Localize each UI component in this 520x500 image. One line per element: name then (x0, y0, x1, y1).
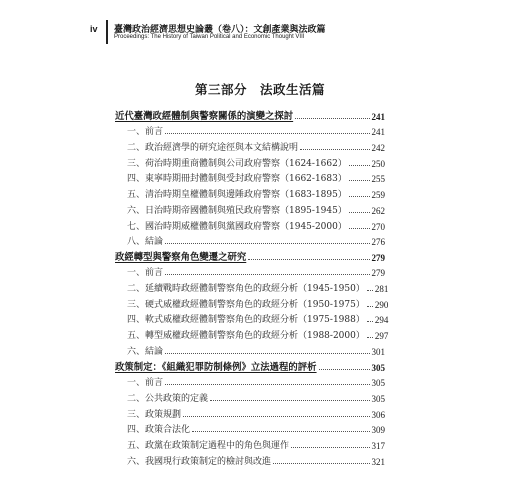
dot-leader (210, 400, 369, 401)
dot-leader (165, 133, 369, 134)
toc-entry[interactable]: 三、政策規劃 306 (127, 409, 385, 420)
toc-chapter-entry[interactable]: 近代臺灣政經體制與警察關係的演變之探討 241 (115, 110, 385, 122)
running-header (90, 20, 450, 46)
toc-entry[interactable]: 五、清治時期皇權體制與邊陲政府警察（1683-1895） 259 (127, 190, 385, 201)
toc-entry[interactable]: 四、政策合法化 309 (127, 425, 385, 436)
dot-leader (291, 447, 369, 448)
toc-entry[interactable]: 二、公共政策的定義 305 (127, 394, 385, 405)
toc-entry[interactable]: 五、政黨在政策制定過程中的角色與運作 317 (127, 441, 385, 452)
toc-entry[interactable]: 四、東寧時期冊封體制與受封政府警察（1662-1683） 255 (127, 174, 385, 185)
toc-chapter-entry[interactable]: 政經轉型與警察角色變遷之研究 279 (115, 251, 385, 263)
dot-leader (367, 337, 373, 338)
dot-leader (300, 149, 369, 150)
page-number: iv (90, 24, 98, 34)
dot-leader (367, 321, 373, 322)
part-title: 第三部分 法政生活篇 (194, 82, 325, 97)
dot-leader (183, 416, 369, 417)
dot-leader (367, 290, 373, 291)
book-title-zh: 臺灣政治經濟思想史論叢（卷八）：文創產業與法政篇 (114, 25, 326, 35)
dot-leader (349, 165, 370, 166)
dot-leader (349, 212, 370, 213)
dot-leader (319, 369, 370, 370)
toc-entry[interactable]: 五、轉型威權政經體制警察角色的政經分析（1988-2000） 297 (127, 331, 389, 342)
toc-entry[interactable]: 一、前言 279 (127, 268, 385, 279)
toc-entry[interactable]: 二、政治經濟學的研究途徑與本文結構說明 242 (127, 143, 385, 154)
dot-leader (273, 463, 369, 464)
dot-leader (165, 384, 369, 385)
dot-leader (165, 243, 369, 244)
book-title-en: Proceedings: The History of Taiwan Political and Economic Thought VIII (114, 34, 305, 40)
toc-chapter-entry[interactable]: 政策制定：《組織犯罪防制條例》立法過程的評析 305 (115, 361, 385, 373)
toc-entry[interactable]: 七、國治時期威權體制與黨國政府警察（1945-2000） 270 (127, 221, 385, 232)
dot-leader (248, 259, 369, 260)
toc-entry[interactable]: 二、延續戰時政經體制警察角色的政經分析（1945-1950） 281 (127, 284, 389, 295)
toc-section-1 (115, 106, 385, 247)
toc-entry[interactable]: 六、日治時期帝國體制與殖民政府警察（1895-1945） 262 (127, 205, 385, 216)
dot-leader (165, 353, 369, 354)
toc-section-2 (115, 247, 389, 357)
dot-leader (295, 118, 369, 119)
toc-entry[interactable]: 六、結論 301 (127, 346, 385, 357)
toc-entry[interactable]: 三、硬式威權政經體制警察角色的政經分析（1950-1975） 290 (127, 299, 389, 310)
toc-entry[interactable]: 一、前言 241 (127, 127, 385, 138)
toc-section-3 (115, 357, 385, 467)
toc-entry[interactable]: 四、軟式威權政經體制警察角色的政經分析（1975-1988） 294 (127, 315, 389, 326)
dot-leader (349, 228, 370, 229)
dot-leader (192, 431, 369, 432)
toc-entry[interactable]: 八、結論 276 (127, 237, 385, 248)
toc-entry[interactable]: 三、荷治時期重商體制與公司政府警察（1624-1662） 250 (127, 158, 385, 169)
toc-entry[interactable]: 六、我國現行政策制定的檢討與改進 321 (127, 456, 385, 467)
dot-leader (367, 306, 373, 307)
header-divider (106, 20, 108, 44)
dot-leader (349, 180, 370, 181)
toc-entry[interactable]: 一、前言 305 (127, 378, 385, 389)
dot-leader (165, 274, 369, 275)
dot-leader (349, 196, 370, 197)
